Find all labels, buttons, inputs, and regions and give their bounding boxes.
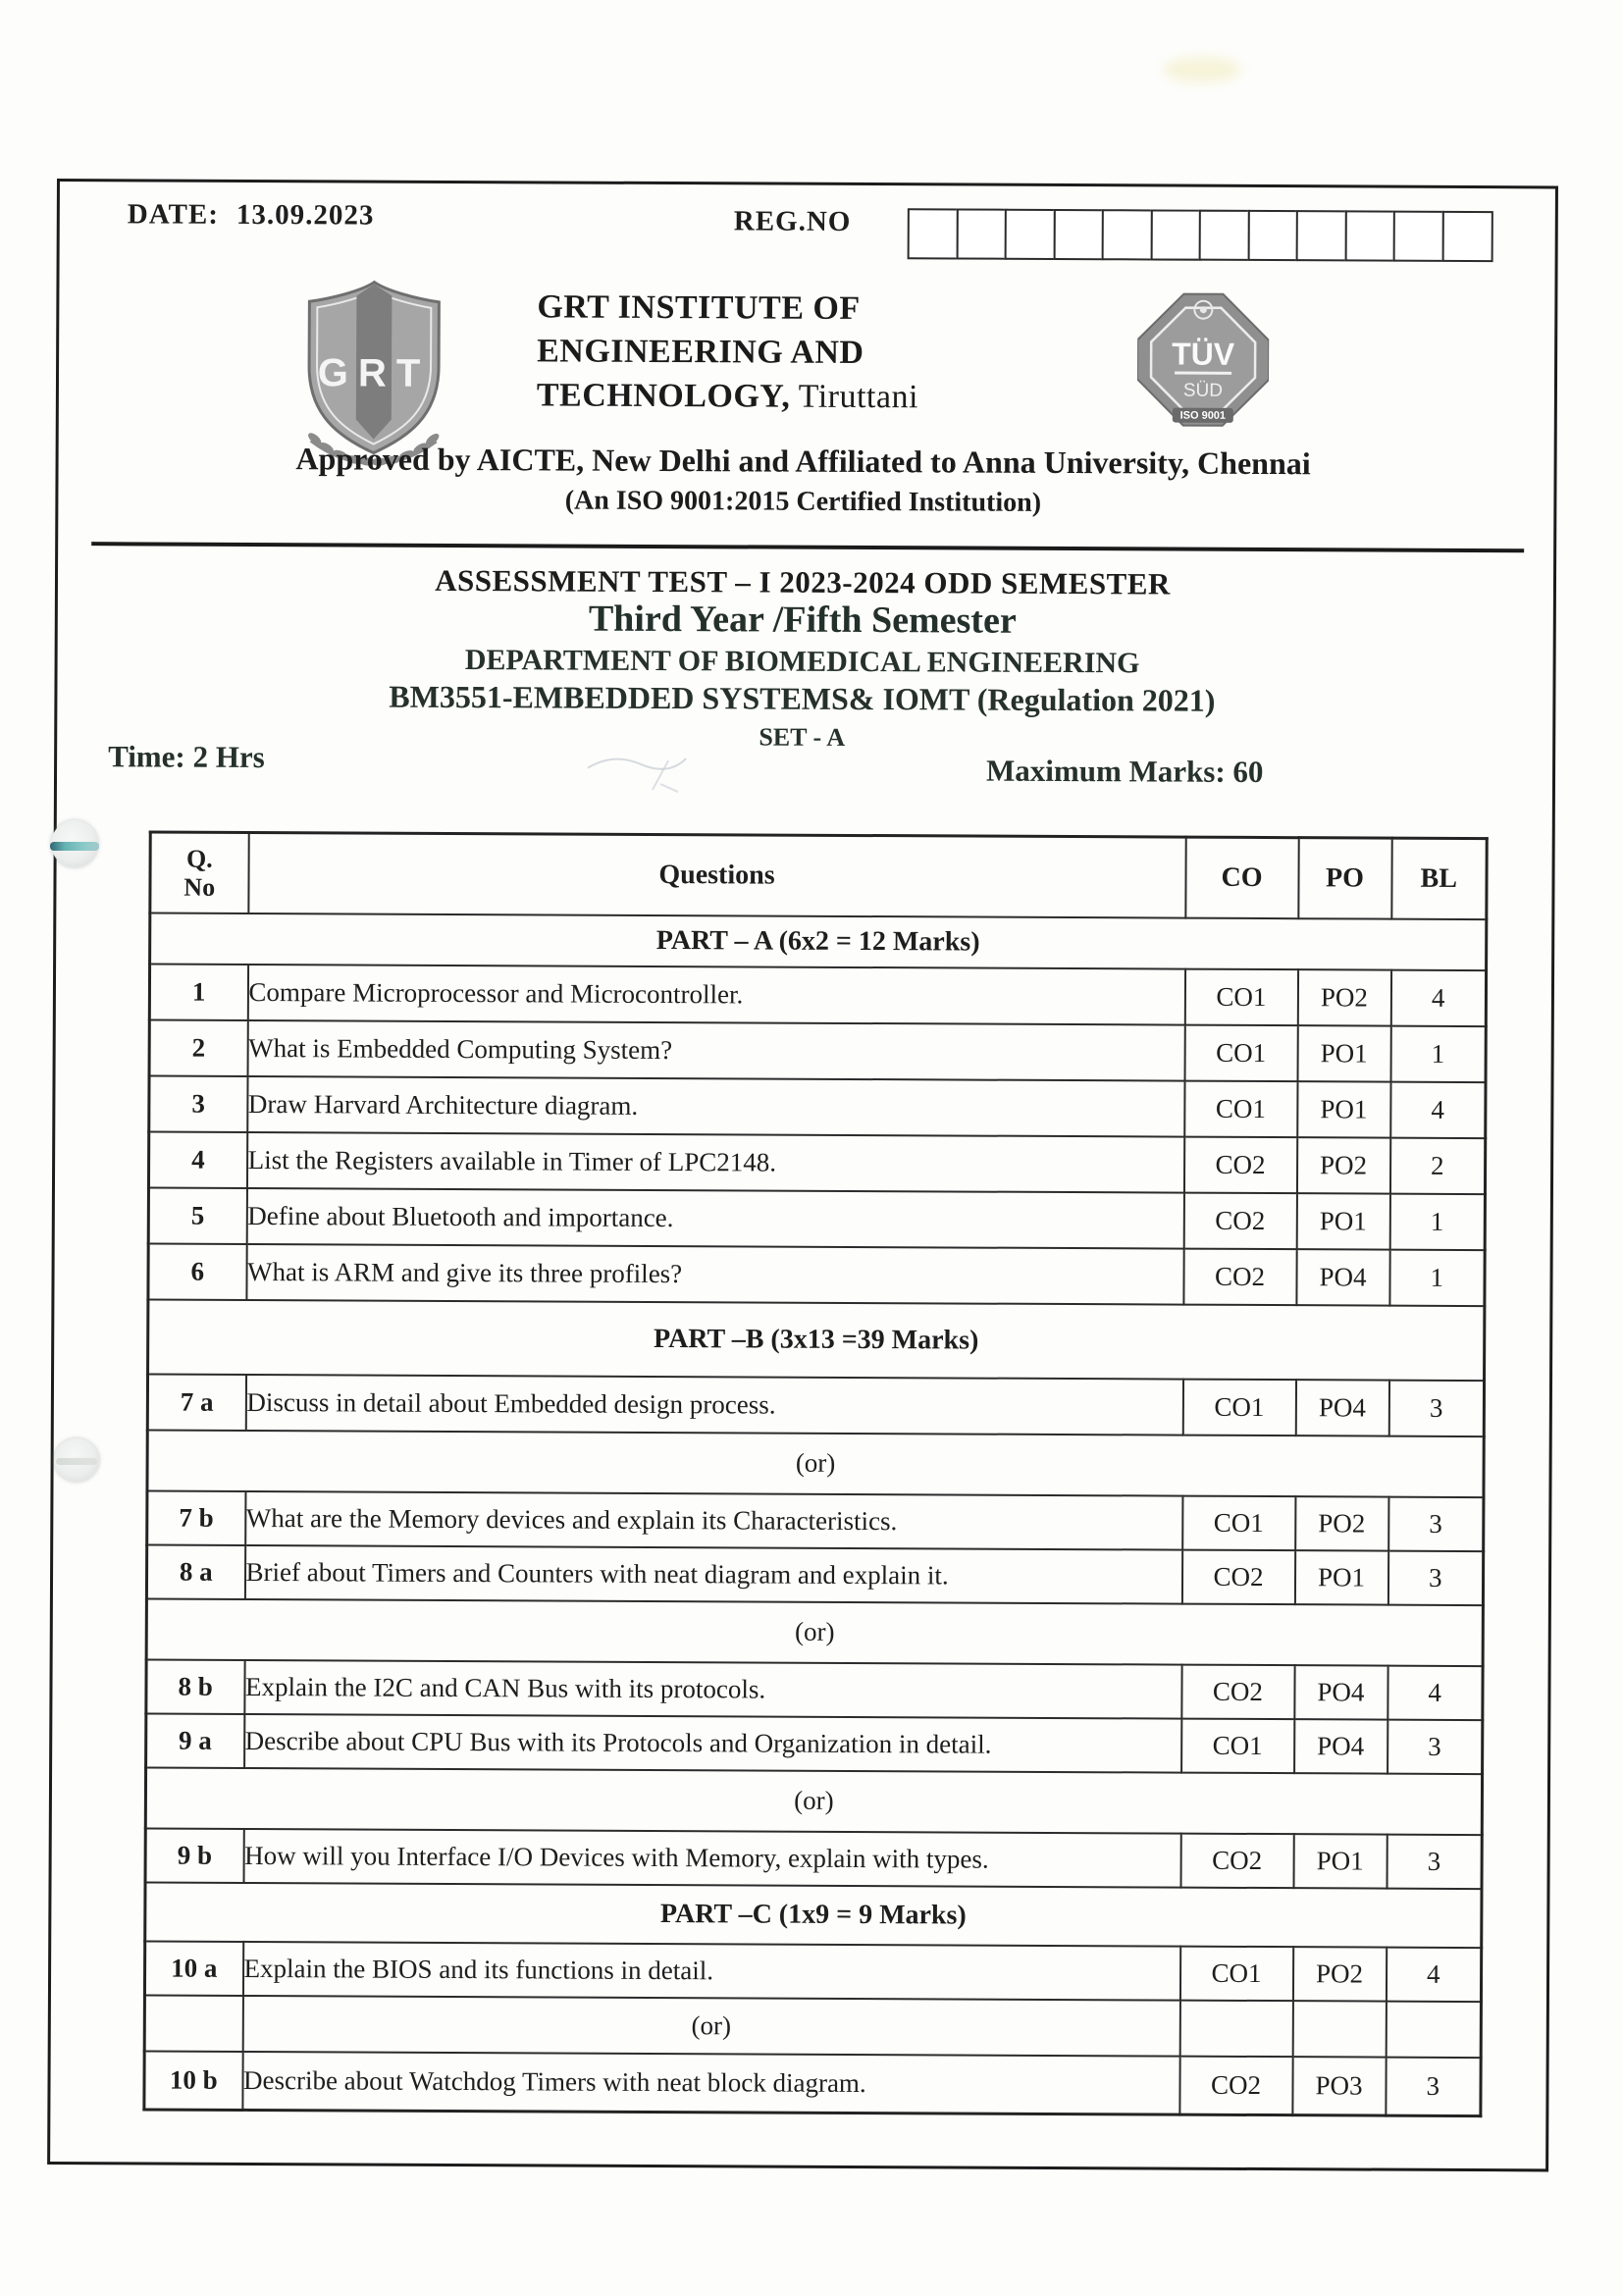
bl-cell: 3 (1386, 2057, 1481, 2115)
svg-text:SÜD: SÜD (1182, 380, 1224, 401)
qno-cell: 4 (148, 1131, 246, 1187)
empty-po-cell (1292, 2001, 1386, 2057)
question-cell: Explain the BIOS and its functions in detail. (242, 1941, 1179, 2000)
part-b-band (148, 1299, 1485, 1381)
question-row (146, 1713, 1483, 1774)
co-cell: CO2 (1181, 1664, 1294, 1719)
regno-cell (1393, 211, 1444, 262)
po-cell: PO4 (1294, 1665, 1387, 1719)
regno-cell (1296, 210, 1347, 261)
question-row (146, 1544, 1483, 1605)
empty-qno-cell (144, 1995, 242, 2051)
institute-name-line1: GRT INSTITUTE OF (537, 288, 861, 327)
or-row (146, 1598, 1483, 1666)
po-cell: PO1 (1294, 1550, 1387, 1604)
bl-cell: 4 (1390, 1081, 1486, 1137)
empty-co-cell (1179, 2000, 1292, 2057)
question-row (148, 1187, 1485, 1250)
assessment-title: ASSESSMENT TEST – I 2023-2024 ODD SEMESTER (435, 562, 1171, 601)
bl-cell: 4 (1386, 1947, 1481, 2001)
qno-cell: 8 b (146, 1659, 244, 1713)
institute-city: Tiruttani (790, 378, 919, 416)
qno-cell: 1 (149, 964, 247, 1019)
question-cell: Describe about Watchdog Timers with neat block diagram. (242, 2051, 1179, 2114)
bl-cell: 3 (1388, 1496, 1484, 1550)
question-cell: Define about Bluetooth and importance. (246, 1187, 1183, 1248)
co-cell: CO1 (1182, 1379, 1295, 1435)
regno-cell (956, 208, 1007, 259)
question-row (144, 1941, 1481, 2002)
qno-cell: 9 a (146, 1713, 244, 1767)
question-row (149, 964, 1486, 1026)
punch-hole-top (51, 820, 98, 867)
header-questions: Questions (248, 832, 1185, 917)
institute-name-line2: ENGINEERING AND (537, 333, 864, 372)
po-cell: PO1 (1293, 1834, 1387, 1888)
header-co: CO (1185, 837, 1298, 918)
bl-cell: 1 (1390, 1025, 1486, 1081)
pencil-scribble-mark (584, 741, 692, 806)
po-cell: PO3 (1292, 2057, 1386, 2115)
bl-cell: 4 (1390, 969, 1486, 1025)
qno-cell: 2 (149, 1019, 247, 1075)
approval-line: Approved by AICTE, New Delhi and Affiliated to Anna University, Chennai (295, 441, 1311, 482)
regno-cell (1005, 209, 1056, 260)
bl-cell: 1 (1389, 1193, 1485, 1249)
co-cell: CO1 (1179, 1946, 1292, 2001)
tuv-sud-logo (1137, 287, 1270, 439)
regno-label: REG.NO (733, 205, 852, 237)
question-cell: What are the Memory devices and explain its Characteristics. (245, 1490, 1182, 1549)
iso-9001-banner-text: ISO 9001 (1179, 409, 1227, 422)
po-cell: PO2 (1295, 1496, 1388, 1550)
question-cell: What is Embedded Computing System? (247, 1019, 1184, 1080)
question-cell: How will you Interface I/O Devices with Memory, explain with types. (243, 1828, 1180, 1887)
bl-cell: 3 (1388, 1380, 1484, 1435)
qno-cell: 7 a (147, 1374, 245, 1430)
tuv-octagon-icon (1137, 287, 1270, 434)
year-semester-line: Third Year /Fifth Semester (588, 598, 1017, 642)
time-label: Time: 2 Hrs (108, 739, 265, 775)
question-row (149, 1075, 1486, 1138)
department-line: DEPARTMENT OF BIOMEDICAL ENGINEERING (464, 644, 1140, 680)
regno-cell (1344, 210, 1395, 261)
part-b-label: PART –B (3x13 =39 Marks) (148, 1299, 1485, 1381)
question-cell: Discuss in detail about Embedded design process. (245, 1374, 1182, 1435)
institute-name-block (537, 285, 919, 419)
empty-bl-cell (1386, 2001, 1481, 2057)
question-cell: List the Registers available in Timer of LPC2148. (246, 1131, 1183, 1192)
course-line: BM3551-EMBEDDED SYSTEMS& IOMT (Regulation 2021) (389, 678, 1216, 718)
table-header-row (150, 832, 1487, 919)
question-cell: Explain the I2C and CAN Bus with its protocols. (244, 1659, 1181, 1718)
date-value: 13.09.2023 (236, 198, 375, 232)
co-cell: CO1 (1184, 1080, 1297, 1137)
question-row (149, 1019, 1486, 1082)
po-cell: PO1 (1296, 1193, 1389, 1249)
regno-cell (1053, 209, 1104, 260)
set-label: SET - A (759, 722, 846, 752)
regno-boxes (908, 208, 1493, 262)
question-row (148, 1131, 1485, 1194)
regno-cell (1150, 209, 1201, 260)
qno-cell: 5 (148, 1187, 246, 1243)
qno-cell: 10 b (144, 2051, 242, 2110)
bl-cell: 3 (1387, 1550, 1483, 1604)
co-cell: CO2 (1183, 1192, 1296, 1249)
question-row (148, 1243, 1485, 1306)
svg-text:GRT: GRT (317, 351, 431, 395)
po-cell: PO4 (1294, 1719, 1387, 1773)
co-cell: CO2 (1183, 1248, 1296, 1305)
punch-hole-gray-streak (56, 1458, 97, 1465)
header-po: PO (1298, 838, 1391, 918)
qno-cell: 7 b (147, 1490, 245, 1544)
bl-cell: 3 (1387, 1834, 1482, 1888)
co-cell: CO2 (1180, 1833, 1293, 1888)
po-cell: PO4 (1295, 1380, 1388, 1435)
or-row (147, 1430, 1484, 1497)
max-marks-label: Maximum Marks: 60 (985, 753, 1264, 790)
bl-cell: 2 (1389, 1137, 1485, 1193)
bl-cell: 3 (1387, 1719, 1483, 1773)
co-cell: CO1 (1181, 1718, 1294, 1773)
question-table (142, 830, 1488, 2117)
question-cell: Brief about Timers and Counters with neat diagram and explain it. (244, 1544, 1181, 1603)
svg-text:TÜV: TÜV (1172, 336, 1235, 372)
question-row (147, 1490, 1484, 1551)
or-label: (or) (147, 1430, 1484, 1497)
question-row (147, 1374, 1484, 1436)
or-row-with-cells (144, 1995, 1481, 2058)
date-label: DATE: (127, 198, 219, 231)
question-row (146, 1659, 1483, 1720)
regno-cell (1441, 211, 1492, 262)
co-cell: CO1 (1184, 968, 1297, 1025)
co-cell: CO1 (1182, 1495, 1295, 1550)
regno-cell (908, 208, 959, 259)
institute-name-line3-bold: TECHNOLOGY, (536, 377, 791, 415)
punch-hole-bottom (54, 1438, 99, 1482)
or-label: (or) (242, 1995, 1179, 2056)
question-row (144, 2051, 1481, 2116)
qno-cell: 6 (148, 1243, 246, 1299)
co-cell: CO2 (1181, 1549, 1294, 1604)
regno-cell (1102, 209, 1153, 260)
question-cell: Compare Microprocessor and Microcontroller. (247, 964, 1184, 1024)
or-label: (or) (145, 1767, 1482, 1835)
part-c-label: PART –C (1x9 = 9 Marks) (145, 1882, 1482, 1948)
po-cell: PO2 (1297, 969, 1390, 1025)
question-row (145, 1828, 1482, 1889)
punch-hole-teal-streak (50, 842, 99, 851)
co-cell: CO2 (1183, 1136, 1296, 1193)
part-a-label: PART – A (6x2 = 12 Marks) (150, 913, 1487, 970)
qno-cell: 8 a (146, 1544, 244, 1598)
header-qno: Q. No (150, 832, 248, 913)
co-cell: CO1 (1184, 1024, 1297, 1081)
institute-name-line3 (537, 373, 918, 419)
question-cell: What is ARM and give its three profiles? (246, 1243, 1183, 1304)
yellow-scan-smudge (1163, 57, 1241, 82)
or-row (145, 1767, 1482, 1835)
qno-cell: 10 a (144, 1941, 242, 1995)
question-cell: Draw Harvard Architecture diagram. (247, 1075, 1184, 1136)
question-cell: Describe about CPU Bus with its Protocols and Organization in detail. (244, 1713, 1181, 1772)
bl-cell: 1 (1389, 1249, 1485, 1305)
regno-cell (1199, 210, 1250, 261)
po-cell: PO1 (1297, 1025, 1390, 1081)
part-c-band (145, 1882, 1482, 1948)
iso-certification-line: (An ISO 9001:2015 Certified Institution) (564, 485, 1042, 518)
po-cell: PO2 (1296, 1137, 1389, 1193)
bl-cell: 4 (1387, 1665, 1483, 1719)
po-cell: PO1 (1297, 1081, 1390, 1137)
po-cell: PO2 (1292, 1947, 1386, 2001)
qno-cell: 9 b (145, 1828, 243, 1882)
qno-cell: 3 (149, 1075, 247, 1131)
regno-cell (1247, 210, 1298, 261)
or-label: (or) (146, 1598, 1483, 1666)
po-cell: PO4 (1296, 1249, 1389, 1305)
header-bl: BL (1391, 838, 1487, 918)
part-a-band (150, 913, 1487, 970)
co-cell: CO2 (1179, 2056, 1292, 2115)
date-line (128, 198, 375, 232)
